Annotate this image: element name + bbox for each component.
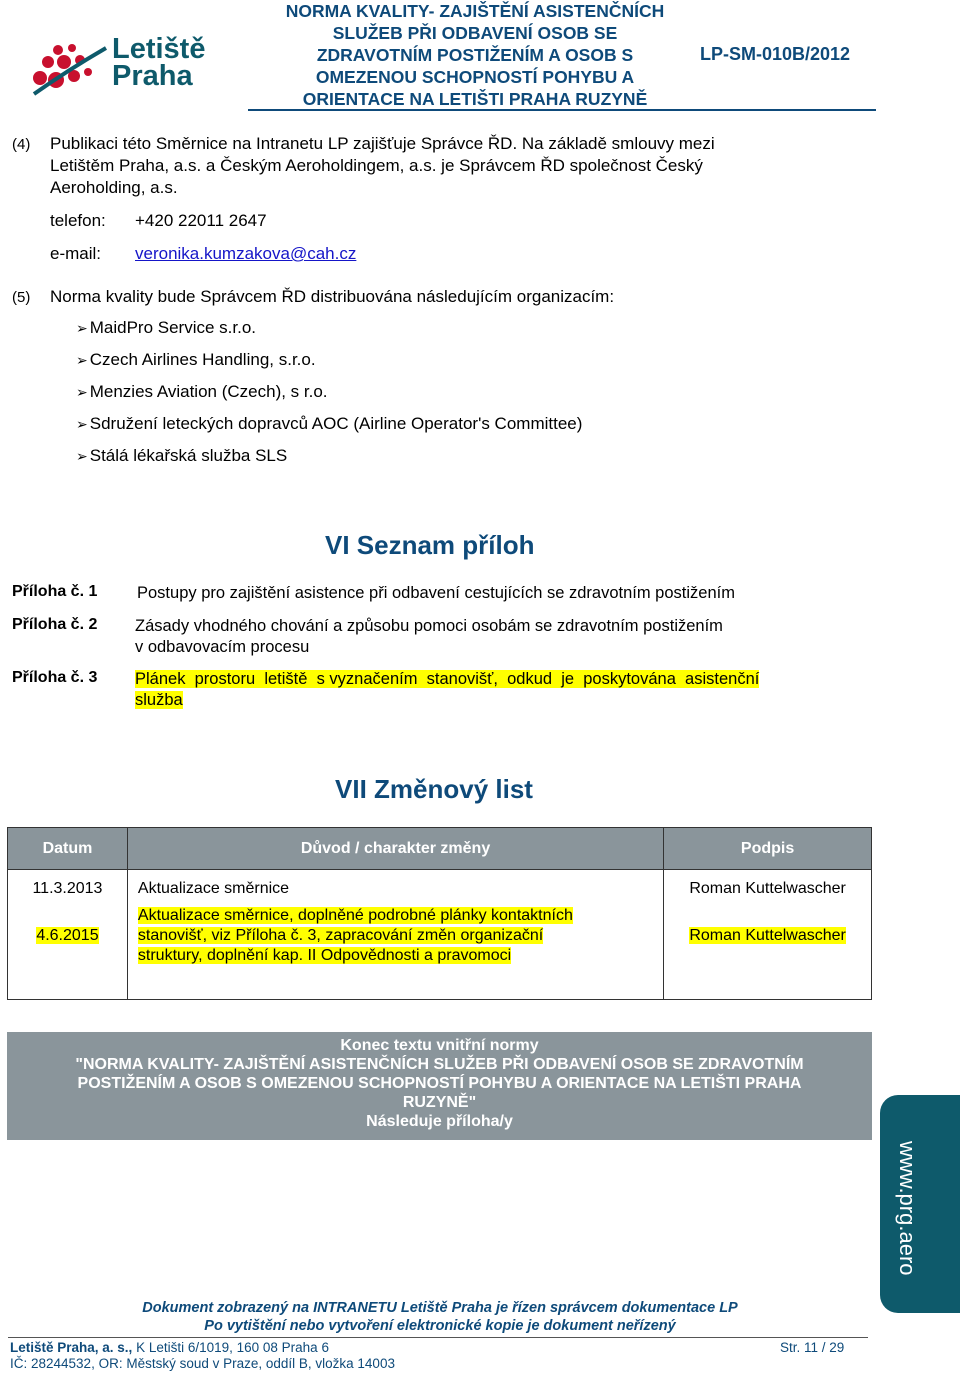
- footer-registry: IČ: 28244532, OR: Městský soud v Praze, oddíl B, vložka 14003: [10, 1356, 395, 1371]
- page-number: Str. 11 / 29: [780, 1340, 845, 1355]
- column-header: Důvod / charakter změny: [127, 828, 663, 870]
- paragraph-4-line: Letištěm Praha, a.s. a Českým Aeroholdingem, a.s. je Správcem ŘD společnost Český: [50, 156, 703, 175]
- signature-cell: Roman Kuttelwascher: [664, 870, 872, 902]
- title-line: ORIENTACE NA LETIŠTI PRAHA RUZYNĚ: [302, 89, 648, 109]
- list-item-text: Menzies Aviation (Czech), s r.o.: [89, 382, 328, 401]
- phone-value: +420 22011 2647: [135, 211, 267, 230]
- section-7-title: VII Změnový list: [335, 774, 533, 804]
- date-cell: 11.3.2013: [8, 870, 128, 902]
- date-cell: [8, 902, 128, 970]
- company-logo: [28, 33, 228, 96]
- annex-text: Postupy pro zajištění asistence při odbavení cestujících se zdravotním postižením: [137, 584, 735, 602]
- annex-label: Příloha č. 2: [12, 616, 98, 633]
- company-address: K Letišti 6/1019, 160 08 Praha 6: [132, 1340, 329, 1355]
- table-row: [8, 902, 872, 970]
- highlighted-text: Aktualizace směrnice, doplněné podrobné plánky kontaktních: [137, 906, 573, 924]
- document-code: LP-SM-010B/2012: [700, 44, 851, 64]
- footer-divider: [8, 1337, 868, 1338]
- end-box-line: Konec textu vnitřní normy: [340, 1037, 539, 1054]
- end-box-line: POSTIŽENÍM A OSOB S OMEZENOU SCHOPNOSTÍ POHYBU A ORIENTACE NA LETIŠTI PRAHA: [77, 1075, 802, 1092]
- list-item-text: Sdružení leteckých dopravců AOC (Airline Operator's Committee): [89, 414, 583, 433]
- paragraph-number: (4): [12, 136, 31, 153]
- highlighted-text: Plánek prostoru letiště s vyznačením stanovišť, odkud je poskytována asistenční: [135, 670, 760, 688]
- list-item: [76, 350, 316, 370]
- website-url[interactable]: www.prg.aero: [895, 1141, 920, 1276]
- list-item: [76, 414, 582, 434]
- highlighted-text: stanovišť, viz Příloha č. 3, zapracování změn organizační: [137, 926, 544, 944]
- document-title: [260, 0, 690, 110]
- table-row-empty: [8, 970, 872, 1000]
- reason-cell: [127, 902, 663, 970]
- end-box-line: "NORMA KVALITY- ZAJIŠTĚNÍ ASISTENČNÍCH SLUŽEB PŘI ODBAVENÍ OSOB SE ZDRAVOTNÍM: [75, 1056, 804, 1073]
- end-box-line: RUZYNĚ": [402, 1094, 477, 1111]
- empty-cell: [664, 970, 872, 1000]
- column-header: Datum: [8, 828, 128, 870]
- arrow-bullet-icon: ➢: [76, 352, 88, 368]
- paragraph-number: (5): [12, 289, 31, 306]
- paragraph-4-line: Publikaci této Směrnice na Intranetu LP zajišťuje Správce ŘD. Na základě smlouvy mezi: [50, 134, 715, 153]
- title-line: OMEZENOU SCHOPNOSTÍ POHYBU A: [315, 67, 635, 87]
- annex-text: v odbavovacím procesu: [135, 638, 310, 656]
- arrow-bullet-icon: ➢: [76, 320, 88, 336]
- footer-note: Dokument zobrazený na INTRANETU Letiště Praha je řízen správcem dokumentace LP: [142, 1300, 738, 1316]
- arrow-bullet-icon: ➢: [76, 416, 88, 432]
- logo-dots-icon: [28, 40, 108, 96]
- logo-wordmark: [112, 33, 206, 92]
- section-6-title: VI Seznam příloh: [325, 530, 535, 560]
- signature-cell: [664, 902, 872, 970]
- logo-line-2: Praha: [112, 60, 193, 92]
- highlighted-text: Roman Kuttelwascher: [689, 926, 846, 944]
- list-item-text: MaidPro Service s.r.o.: [89, 318, 257, 337]
- list-item: [76, 382, 328, 402]
- highlighted-text: služba: [135, 691, 183, 709]
- phone-label: telefon:: [50, 211, 106, 230]
- change-log-table: [7, 827, 872, 1000]
- arrow-bullet-icon: ➢: [76, 448, 88, 464]
- company-name: Letiště Praha, a. s.,: [10, 1340, 133, 1355]
- footer-address: [10, 1340, 329, 1355]
- list-item-text: Czech Airlines Handling, s.r.o.: [89, 350, 316, 369]
- list-item-text: Stálá lékařská služba SLS: [89, 446, 288, 465]
- annex-text: [135, 690, 183, 710]
- title-line: ZDRAVOTNÍM POSTIŽENÍM A OSOB S: [316, 45, 634, 65]
- reason-cell: Aktualizace směrnice: [127, 870, 663, 902]
- title-line: NORMA KVALITY- ZAJIŠTĚNÍ ASISTENČNÍCH: [285, 1, 665, 21]
- website-tab: [880, 1095, 960, 1313]
- email-label: e-mail:: [50, 244, 102, 263]
- annex-text: Zásady vhodného chování a způsobu pomoci osobám se zdravotním postižením: [135, 617, 723, 635]
- list-item: [76, 318, 256, 338]
- paragraph-4-line: Aeroholding, a.s.: [50, 178, 178, 197]
- annex-label: Příloha č. 1: [12, 583, 98, 600]
- highlighted-text: struktury, doplnění kap. II Odpovědnosti a pravomoci: [137, 946, 512, 964]
- logo-line-1: Letiště: [112, 33, 206, 65]
- table-row: [8, 870, 872, 902]
- page-header: [0, 0, 960, 112]
- table-header-row: [8, 828, 872, 870]
- email-link[interactable]: veronika.kumzakova@cah.cz: [135, 244, 357, 263]
- annex-text: [135, 669, 759, 689]
- end-box-line: Následuje příloha/y: [366, 1113, 513, 1130]
- annex-label: Příloha č. 3: [12, 669, 98, 686]
- title-line: SLUŽEB PŘI ODBAVENÍ OSOB SE: [332, 23, 618, 43]
- arrow-bullet-icon: ➢: [76, 384, 88, 400]
- empty-cell: [127, 970, 663, 1000]
- column-header: Podpis: [664, 828, 872, 870]
- list-item: [76, 446, 287, 466]
- paragraph-5-text: Norma kvality bude Správcem ŘD distribuována následujícím organizacím:: [50, 287, 615, 306]
- footer-note: Po vytištění nebo vytvoření elektronické kopie je dokument neřízený: [204, 1318, 676, 1334]
- end-of-text-box: [7, 1032, 872, 1140]
- empty-cell: [8, 970, 128, 1000]
- highlighted-text: 4.6.2015: [36, 926, 99, 944]
- header-divider: [248, 109, 876, 111]
